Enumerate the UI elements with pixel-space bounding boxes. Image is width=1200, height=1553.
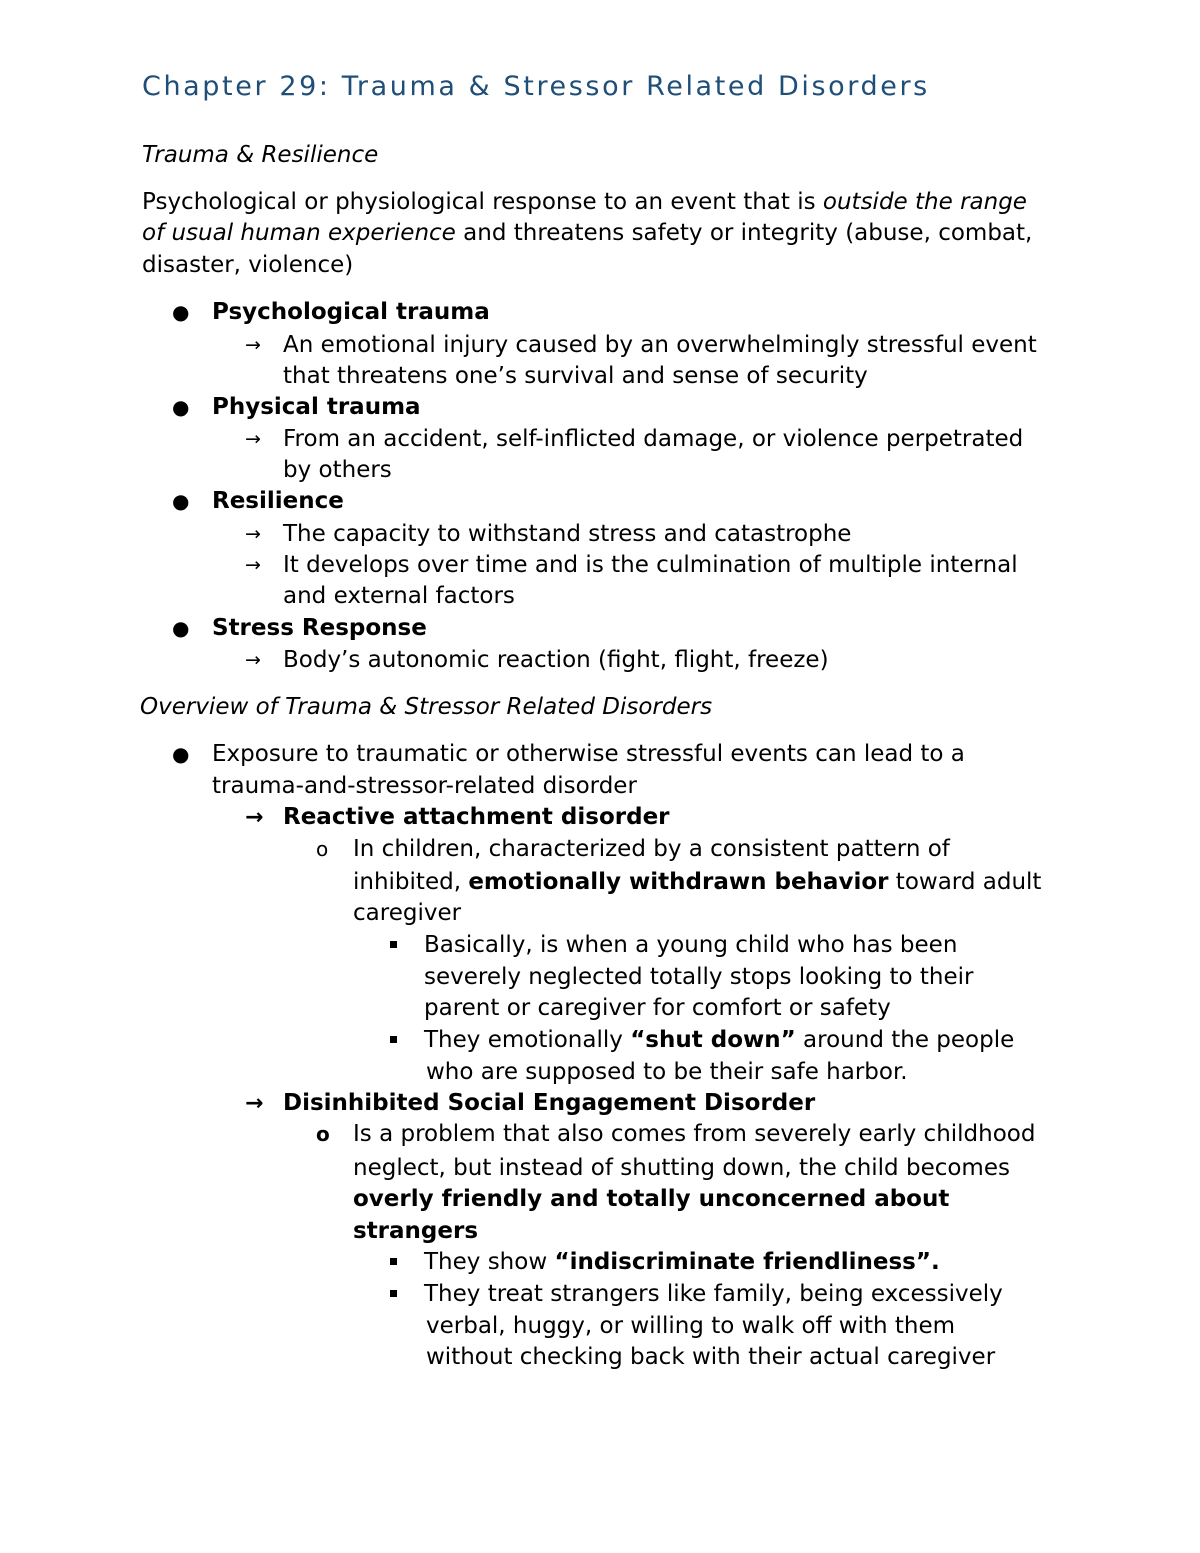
intro-line-1	[142, 187, 1027, 218]
arrow-right-icon: →	[245, 334, 261, 356]
disorder-reactive-attachment: Reactive attachment disorder	[283, 804, 670, 830]
intro-text: Psychological or physiological response to an event that is	[142, 189, 823, 215]
rad-detail-line	[424, 1025, 1014, 1056]
intro-line-2	[142, 218, 1032, 249]
bullet-dot-icon: ●	[172, 489, 190, 513]
arrow-right-icon: →	[245, 554, 261, 576]
disorder-disinhibited-social-engagement: Disinhibited Social Engagement Disorder	[283, 1090, 816, 1116]
dsed-detail-line: verbal, huggy, or willing to walk off with them	[426, 1313, 956, 1339]
definition-line: From an accident, self-inflicted damage, or violence perpetrated	[283, 426, 1024, 452]
definition-line: by others	[283, 457, 392, 483]
section-heading-trauma-resilience: Trauma & Resilience	[142, 142, 379, 168]
arrow-right-icon: →	[245, 428, 261, 450]
dsed-description-line: strangers	[353, 1218, 479, 1244]
term-physical-trauma: Physical trauma	[212, 394, 421, 420]
intro-emphasis: outside the range	[822, 189, 1027, 215]
intro-emphasis: of usual human experience	[142, 220, 456, 246]
square-bullet-icon	[390, 941, 397, 948]
definition-line: The capacity to withstand stress and catastrophe	[283, 521, 852, 547]
circle-bullet-icon: o	[316, 1122, 330, 1146]
rad-description-line	[353, 867, 1041, 898]
term-resilience: Resilience	[212, 488, 344, 514]
arrow-right-icon: →	[245, 1091, 264, 1116]
rad-emphasis: “shut down”	[630, 1027, 796, 1053]
rad-description-line: caregiver	[353, 900, 462, 926]
term-psychological-trauma: Psychological trauma	[212, 299, 490, 325]
dsed-description-line: neglect, but instead of shutting down, the child becomes	[353, 1155, 1010, 1181]
dsed-detail-line	[424, 1247, 940, 1278]
definition-line: and external factors	[283, 583, 515, 609]
rad-detail-line: severely neglected totally stops looking to their	[424, 964, 974, 990]
square-bullet-icon	[390, 1036, 397, 1043]
rad-detail-line: parent or caregiver for comfort or safety	[424, 995, 891, 1021]
bullet-dot-icon: ●	[172, 300, 190, 324]
bullet-dot-icon: ●	[172, 616, 190, 640]
dsed-description-line: overly friendly and totally unconcerned about	[353, 1186, 950, 1212]
definition-line: An emotional injury caused by an overwhelmingly stressful event	[283, 332, 1037, 358]
section-heading-overview: Overview of Trauma & Stressor Related Disorders	[140, 694, 713, 720]
rad-text: toward adult	[888, 869, 1042, 895]
circle-bullet-icon: o	[316, 837, 329, 861]
arrow-right-icon: →	[245, 805, 264, 830]
dsed-text: They show	[424, 1249, 555, 1275]
rad-emphasis: emotionally withdrawn behavior	[468, 869, 889, 895]
square-bullet-icon	[390, 1290, 397, 1297]
intro-line-3: disaster, violence)	[142, 252, 354, 278]
rad-detail-line: Basically, is when a young child who has been	[424, 932, 958, 958]
intro-text: and threatens safety or integrity (abuse, combat,	[455, 220, 1033, 246]
arrow-right-icon: →	[245, 523, 261, 545]
rad-text: inhibited,	[353, 869, 469, 895]
definition-line: It develops over time and is the culmination of multiple internal	[283, 552, 1018, 578]
square-bullet-icon	[390, 1258, 397, 1265]
definition-line: that threatens one’s survival and sense of security	[283, 363, 868, 389]
page-title: Chapter 29: Trauma & Stressor Related Disorders	[142, 71, 930, 102]
dsed-detail-line: They treat strangers like family, being excessively	[424, 1281, 1003, 1307]
bullet-dot-icon: ●	[172, 395, 190, 419]
rad-text: They emotionally	[424, 1027, 631, 1053]
bullet-dot-icon: ●	[172, 742, 190, 766]
term-stress-response: Stress Response	[212, 615, 427, 641]
overview-line: trauma-and-stressor-related disorder	[212, 773, 637, 799]
dsed-description-line: Is a problem that also comes from severely early childhood	[353, 1121, 1036, 1147]
rad-text: around the people	[795, 1027, 1015, 1053]
dsed-emphasis: “indiscriminate friendliness”.	[554, 1249, 940, 1275]
rad-description-line: In children, characterized by a consistent pattern of	[353, 836, 950, 862]
definition-line: Body’s autonomic reaction (fight, flight, freeze)	[283, 647, 829, 673]
arrow-right-icon: →	[245, 649, 261, 671]
overview-line: Exposure to traumatic or otherwise stressful events can lead to a	[212, 741, 965, 767]
rad-detail-line: who are supposed to be their safe harbor.	[426, 1059, 908, 1085]
dsed-detail-line: without checking back with their actual caregiver	[426, 1344, 996, 1370]
